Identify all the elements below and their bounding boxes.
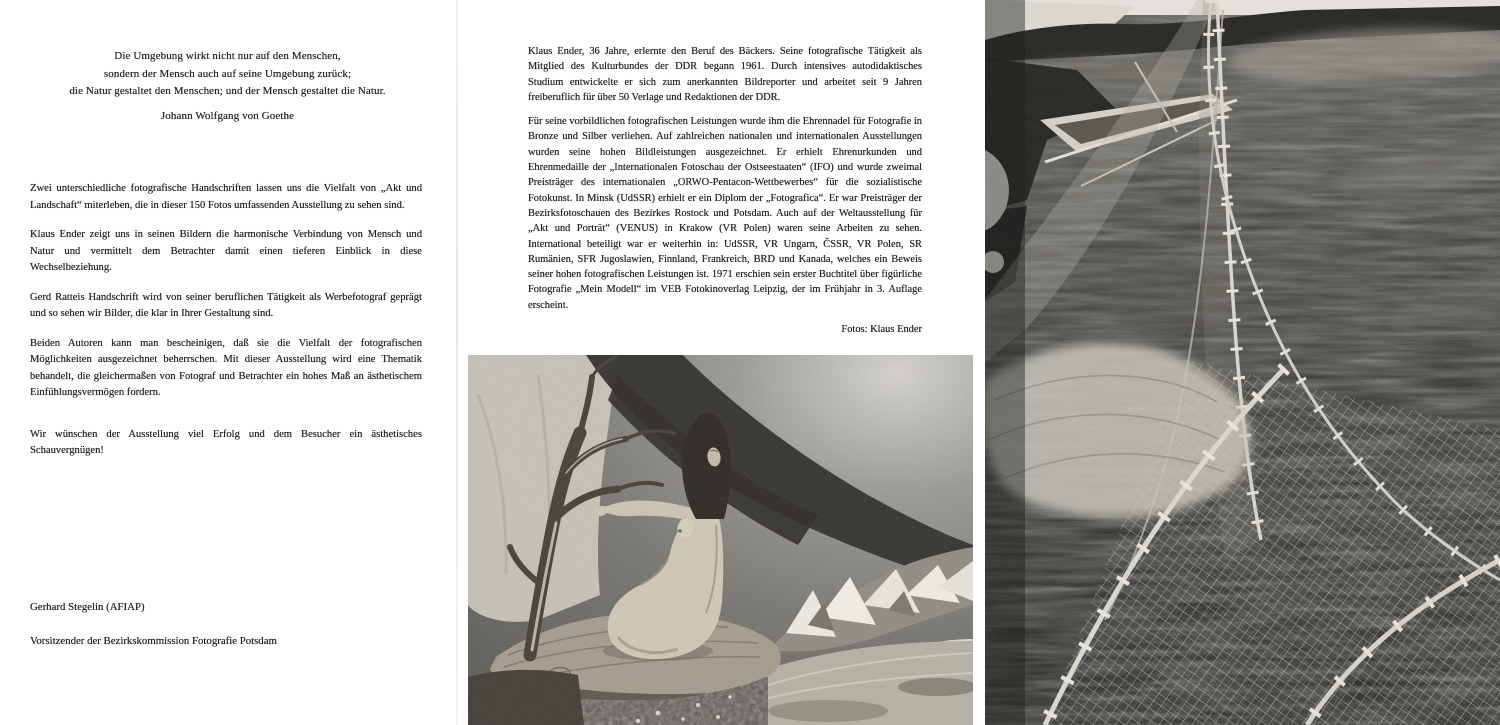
intro-paragraph: Zwei unterschiedliche fotografische Handschriften lassen uns die Vielfalt von „Akt und Landschaft“ miterleben, die in dieser 150 Fotos umfassenden Ausstellung zu sehen sind. [30,183,422,211]
goethe-quote [15,48,440,125]
awards-paragraph: Für seine vorbildlichen fotografischen Leistungen wurde ihm die Ehrennadel für Fotografie in Bronze und Silber verliehen. Auf zahlreichen nationalen und internationalen Ausstellungen wurden seine hohen Bildleistungen ausgezeichnet. Er erhielt Ehrenurkunden und Ehrenmedaille der „Internationalen Fotoschau der Ostseestaaten“ (IFO) und wurde zweimal Preisträger des internationalen „ORWO-Pentacon-Wettbewerbes“ für die sozialistische Fotokunst. In Minsk (UdSSR) erhielt er ein Diplom der „Fotografica“. Er war Preisträger der Bezirksfotoschauen des Bezirkes Rostock und Potsdam. Auch auf der Weltausstellung für „Akt und Porträt“ (VENUS) in Krakow (VR Polen) waren seine Arbeiten zu sehen. International beteiligt war er weiterhin in: UdSSR, VR Ungarn, ČSSR, VR Polen, SR Rumänien, SFR Jugoslawien, Finnland, Frankreich, BRD und Kanada, welches ein Beweis seiner hohen fotografischen Leistungen ist. 1971 erschien sein erster Buchtitel über figürliche Fotografie „Mein Modell“ im VEB Fotokinoverlag Leipzig, der im Frühjahr in 3. Auflage erscheint. [528,116,922,311]
beach-nude-photo [468,355,973,725]
beach-photo-art [468,355,973,725]
quote-line: Die Umgebung wirkt nicht nur auf den Menschen, [114,50,341,62]
nets-photo-art [985,0,1500,725]
quote-attribution: Johann Wolfgang von Goethe [160,109,295,122]
quote-line: sondern der Mensch auch auf seine Umgebung zurück; [103,67,352,80]
beide-autoren-paragraph: Beiden Autoren kann man bescheinigen, daß sie die Vielfalt der fotografischen Möglichkeiten ausgezeichnet beherrschen. Mit dieser Ausstellung wird eine Thematik behandelt, die gleichermaßen von Fotograf und Betrachter ein hohes Maß an ästhetischem Einfühlungsvermögen fordern. [30,337,422,398]
page-gutter [456,0,458,725]
klaus-ender-paragraph: Klaus Ender zeigt uns in seinen Bildern die harmonische Verbindung von Mensch und Natur und vermittelt dem Betrachter damit einen tieferen Einblick in diese Wechselbeziehung. [30,229,422,273]
signature-name: Gerhard Stegelin (AFIAP) [30,601,145,613]
wish-paragraph: Wir wünschen der Ausstellung viel Erfolg und dem Besucher ein ästhetisches Schauvergnügen! [30,428,422,456]
left-page-body [30,181,422,473]
photo-credit: Fotos: Klaus Ender [841,324,922,336]
gerd-rattei-paragraph: Gerd Ratteis Handschrift wird von seiner beruflichen Tätigkeit als Werbefotograf geprägt und so sehen wir Bilder, die klar in Ihrer Gestaltung sind. [30,291,422,319]
fishing-nets-photo [985,0,1500,725]
biography-paragraph: Klaus Ender, 36 Jahre, erlernte den Beruf des Bäckers. Seine fotografische Tätigkeit als Mitglied des Kulturbundes der DDR begann 1961. Durch intensives autodidaktisches Studium entwickelte er sich zum anerkannten Bildreporter und arbeitet seit 9 Jahren freiberuflich für über 50 Verlage und Redaktionen der DDR. [528,46,922,103]
quote-line: die Natur gestaltet den Menschen; und der Mensch gestaltet die Natur. [69,85,386,97]
photo-grain [985,0,1500,725]
signature-title: Vorsitzender der Bezirkskommission Fotografie Potsdam [30,635,277,647]
photo-grain [468,355,973,725]
middle-page-body [528,44,922,346]
